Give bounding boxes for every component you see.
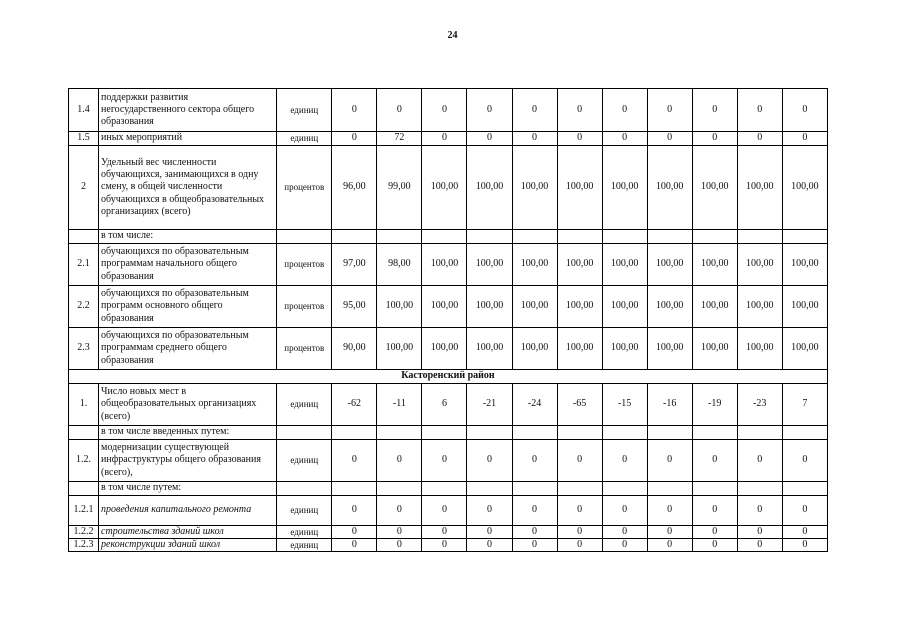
row-name: обучающихся по образовательным программам среднего общего образования (99, 328, 277, 370)
value-cell: 0 (467, 539, 512, 552)
table-row (69, 89, 828, 132)
value-cell: 100,00 (422, 244, 467, 286)
value-cell: 90,00 (332, 328, 377, 370)
subheader-row (69, 426, 828, 440)
value-cell: 0 (647, 132, 692, 146)
value-cell: 97,00 (332, 244, 377, 286)
row-name: Число новых мест в общеобразовательных организациях (всего) (99, 384, 277, 426)
row-unit: процентов (277, 286, 332, 328)
value-cell: 0 (647, 89, 692, 132)
empty-cell (277, 426, 332, 440)
value-cell: 0 (332, 132, 377, 146)
value-cell: 0 (782, 539, 827, 552)
value-cell: 100,00 (782, 286, 827, 328)
value-cell: 100,00 (782, 244, 827, 286)
value-cell: 100,00 (377, 286, 422, 328)
row-name: проведения капитального ремонта (99, 496, 277, 526)
value-cell: 0 (512, 440, 557, 482)
empty-cell (277, 230, 332, 244)
value-cell: -65 (557, 384, 602, 426)
value-cell: 72 (377, 132, 422, 146)
table-row (69, 328, 828, 370)
value-cell: 0 (737, 539, 782, 552)
row-unit: единиц (277, 526, 332, 539)
value-cell: 0 (782, 440, 827, 482)
empty-cell (377, 230, 422, 244)
value-cell: 95,00 (332, 286, 377, 328)
value-cell: 0 (512, 132, 557, 146)
empty-cell (422, 482, 467, 496)
value-cell: 100,00 (557, 286, 602, 328)
value-cell: 96,00 (332, 146, 377, 230)
row-number: 1.4 (69, 89, 99, 132)
value-cell: -62 (332, 384, 377, 426)
value-cell: 0 (512, 526, 557, 539)
empty-cell (692, 426, 737, 440)
value-cell: 0 (332, 526, 377, 539)
value-cell: 100,00 (737, 328, 782, 370)
value-cell: 100,00 (557, 244, 602, 286)
value-cell: 0 (647, 440, 692, 482)
value-cell: 0 (332, 89, 377, 132)
section-row (69, 370, 828, 384)
row-unit: единиц (277, 89, 332, 132)
empty-cell (737, 426, 782, 440)
value-cell: 0 (602, 526, 647, 539)
value-cell: 100,00 (737, 146, 782, 230)
value-cell: 0 (692, 539, 737, 552)
empty-cell (557, 230, 602, 244)
row-number: 1.2. (69, 440, 99, 482)
value-cell: 0 (692, 496, 737, 526)
empty-cell (332, 426, 377, 440)
value-cell: 0 (422, 496, 467, 526)
empty-cell (557, 482, 602, 496)
value-cell: 0 (467, 89, 512, 132)
value-cell: 100,00 (782, 328, 827, 370)
empty-cell (467, 426, 512, 440)
value-cell: 98,00 (377, 244, 422, 286)
row-name: обучающихся по образовательным программ основного общего образования (99, 286, 277, 328)
value-cell: 0 (557, 440, 602, 482)
value-cell: 0 (692, 440, 737, 482)
table-row (69, 539, 828, 552)
empty-cell (557, 426, 602, 440)
value-cell: 7 (782, 384, 827, 426)
value-cell: 0 (377, 89, 422, 132)
value-cell: 100,00 (647, 146, 692, 230)
value-cell: 0 (602, 89, 647, 132)
value-cell: 0 (557, 496, 602, 526)
row-number: 1.2.2 (69, 526, 99, 539)
row-unit: процентов (277, 244, 332, 286)
empty-cell (69, 482, 99, 496)
value-cell: 0 (557, 132, 602, 146)
value-cell: 0 (332, 496, 377, 526)
empty-cell (422, 426, 467, 440)
value-cell: -15 (602, 384, 647, 426)
value-cell: 0 (377, 526, 422, 539)
value-cell: 0 (647, 496, 692, 526)
value-cell: 0 (512, 89, 557, 132)
table-row (69, 286, 828, 328)
table-row (69, 132, 828, 146)
value-cell: 0 (602, 496, 647, 526)
value-cell: 0 (422, 440, 467, 482)
value-cell: -16 (647, 384, 692, 426)
row-number: 2.1 (69, 244, 99, 286)
empty-cell (647, 230, 692, 244)
empty-cell (512, 230, 557, 244)
value-cell: 100,00 (557, 328, 602, 370)
subheader-label: в том числе введенных путем: (99, 426, 277, 440)
value-cell: 100,00 (467, 146, 512, 230)
value-cell: 0 (692, 89, 737, 132)
value-cell: 0 (692, 132, 737, 146)
row-unit: единиц (277, 132, 332, 146)
value-cell: 0 (737, 89, 782, 132)
table-row (69, 244, 828, 286)
empty-cell (69, 230, 99, 244)
row-number: 1.5 (69, 132, 99, 146)
subheader-row (69, 230, 828, 244)
empty-cell (332, 230, 377, 244)
empty-cell (692, 230, 737, 244)
empty-cell (422, 230, 467, 244)
value-cell: 100,00 (377, 328, 422, 370)
value-cell: 0 (782, 132, 827, 146)
value-cell: 0 (557, 89, 602, 132)
value-cell: 0 (602, 440, 647, 482)
value-cell: 99,00 (377, 146, 422, 230)
value-cell: 100,00 (692, 328, 737, 370)
value-cell: 0 (377, 539, 422, 552)
value-cell: 0 (647, 539, 692, 552)
value-cell: 100,00 (422, 146, 467, 230)
empty-cell (467, 482, 512, 496)
value-cell: -21 (467, 384, 512, 426)
row-name: модернизации существующей инфраструктуры общего образования (всего), (99, 440, 277, 482)
value-cell: 0 (422, 526, 467, 539)
value-cell: 100,00 (512, 328, 557, 370)
value-cell: 0 (557, 539, 602, 552)
indicators-table (68, 88, 828, 552)
value-cell: 100,00 (512, 286, 557, 328)
empty-cell (602, 482, 647, 496)
value-cell: -24 (512, 384, 557, 426)
table-row (69, 146, 828, 230)
value-cell: 100,00 (647, 286, 692, 328)
table-row (69, 384, 828, 426)
value-cell: 0 (467, 526, 512, 539)
value-cell: 100,00 (422, 328, 467, 370)
value-cell: 0 (647, 526, 692, 539)
value-cell: 0 (377, 440, 422, 482)
value-cell: 0 (467, 440, 512, 482)
empty-cell (692, 482, 737, 496)
value-cell: -19 (692, 384, 737, 426)
value-cell: 0 (377, 496, 422, 526)
value-cell: 100,00 (602, 146, 647, 230)
empty-cell (782, 230, 827, 244)
value-cell: 100,00 (557, 146, 602, 230)
value-cell: 0 (602, 539, 647, 552)
value-cell: 0 (512, 539, 557, 552)
row-unit: процентов (277, 146, 332, 230)
empty-cell (332, 482, 377, 496)
empty-cell (737, 230, 782, 244)
row-name: Удельный вес численности обучающихся, занимающихся в одну смену, в общей численности обучающихся в общеобразовательных организациях (всего) (99, 146, 277, 230)
row-unit: единиц (277, 384, 332, 426)
row-number: 1.2.1 (69, 496, 99, 526)
row-number: 2.2 (69, 286, 99, 328)
value-cell: 0 (602, 132, 647, 146)
empty-cell (737, 482, 782, 496)
table-row (69, 440, 828, 482)
value-cell: 100,00 (692, 286, 737, 328)
value-cell: 0 (737, 526, 782, 539)
value-cell: 0 (422, 89, 467, 132)
empty-cell (647, 426, 692, 440)
row-number: 2.3 (69, 328, 99, 370)
row-name: реконструкции зданий школ (99, 539, 277, 552)
row-unit: единиц (277, 440, 332, 482)
empty-cell (467, 230, 512, 244)
empty-cell (69, 426, 99, 440)
row-name: поддержки развития негосударственного сектора общего образования (99, 89, 277, 132)
value-cell: -23 (737, 384, 782, 426)
value-cell: 0 (467, 496, 512, 526)
empty-cell (602, 426, 647, 440)
value-cell: 100,00 (647, 244, 692, 286)
value-cell: 100,00 (602, 328, 647, 370)
value-cell: 100,00 (467, 328, 512, 370)
value-cell: 100,00 (737, 286, 782, 328)
empty-cell (277, 482, 332, 496)
value-cell: 100,00 (512, 146, 557, 230)
subheader-row (69, 482, 828, 496)
value-cell: 0 (782, 526, 827, 539)
empty-cell (512, 426, 557, 440)
value-cell: 0 (692, 526, 737, 539)
value-cell: 100,00 (647, 328, 692, 370)
value-cell: 6 (422, 384, 467, 426)
value-cell: -11 (377, 384, 422, 426)
value-cell: 0 (782, 89, 827, 132)
row-number: 2 (69, 146, 99, 230)
value-cell: 100,00 (467, 244, 512, 286)
value-cell: 100,00 (602, 286, 647, 328)
subheader-label: в том числе путем: (99, 482, 277, 496)
value-cell: 100,00 (737, 244, 782, 286)
row-unit: единиц (277, 539, 332, 552)
value-cell: 0 (737, 132, 782, 146)
value-cell: 100,00 (692, 244, 737, 286)
row-number: 1. (69, 384, 99, 426)
row-unit: процентов (277, 328, 332, 370)
subheader-label: в том числе: (99, 230, 277, 244)
value-cell: 100,00 (692, 146, 737, 230)
empty-cell (782, 482, 827, 496)
empty-cell (512, 482, 557, 496)
row-name: иных мероприятий (99, 132, 277, 146)
value-cell: 0 (557, 526, 602, 539)
empty-cell (377, 482, 422, 496)
value-cell: 0 (737, 440, 782, 482)
value-cell: 0 (512, 496, 557, 526)
value-cell: 0 (332, 539, 377, 552)
row-name: обучающихся по образовательным программам начального общего образования (99, 244, 277, 286)
value-cell: 0 (782, 496, 827, 526)
row-unit: единиц (277, 496, 332, 526)
row-number: 1.2.3 (69, 539, 99, 552)
value-cell: 100,00 (512, 244, 557, 286)
value-cell: 100,00 (602, 244, 647, 286)
value-cell: 0 (737, 496, 782, 526)
empty-cell (377, 426, 422, 440)
value-cell: 0 (422, 132, 467, 146)
page-number: 24 (447, 30, 458, 41)
value-cell: 0 (422, 539, 467, 552)
value-cell: 0 (332, 440, 377, 482)
section-title: Касторенский район (69, 370, 828, 384)
empty-cell (602, 230, 647, 244)
value-cell: 0 (467, 132, 512, 146)
row-name: строительства зданий школ (99, 526, 277, 539)
value-cell: 100,00 (422, 286, 467, 328)
table-row (69, 526, 828, 539)
table-row (69, 496, 828, 526)
value-cell: 100,00 (467, 286, 512, 328)
empty-cell (647, 482, 692, 496)
value-cell: 100,00 (782, 146, 827, 230)
empty-cell (782, 426, 827, 440)
